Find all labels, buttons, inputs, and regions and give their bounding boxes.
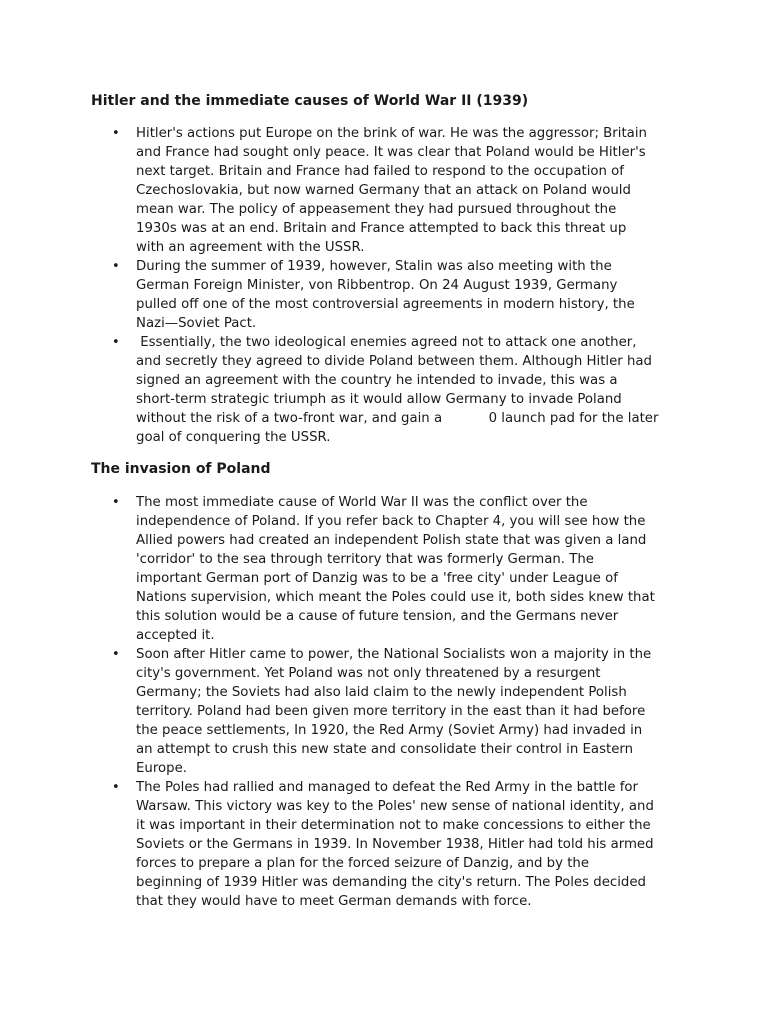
list-item bbox=[0, 124, 681, 257]
text-line: territory. Poland had been given more territory in the east than it had before bbox=[136, 704, 646, 719]
text-line: the peace settlements, In 1920, the Red Army (Soviet Army) had invaded in bbox=[136, 723, 643, 738]
list-item bbox=[0, 645, 681, 778]
text-line: an attempt to crush this new state and consolidate their control in Eastern bbox=[136, 742, 634, 757]
text-line: Essentially, the two ideological enemies agreed not to attack one another, bbox=[136, 335, 637, 350]
list-item bbox=[0, 257, 681, 333]
causes-bullet-list bbox=[0, 124, 768, 447]
text-line: 'corridor' to the sea through territory that was formerly German. The bbox=[136, 552, 594, 567]
text-line: mean war. The policy of appeasement they had pursued throughout the bbox=[136, 202, 617, 217]
text-line: 1930s was at an end. Britain and France attempted to back this threat up bbox=[136, 221, 627, 236]
text-line: signed an agreement with the country he intended to invade, this was a bbox=[136, 373, 618, 388]
text-line: Soon after Hitler came to power, the National Socialists won a majority in the bbox=[136, 647, 652, 662]
text-line: city's government. Yet Poland was not only threatened by a resurgent bbox=[136, 666, 601, 681]
text-line: independence of Poland. If you refer back to Chapter 4, you will see how the bbox=[136, 514, 646, 529]
text-line: that they would have to meet German demands with force. bbox=[136, 894, 532, 909]
list-item bbox=[0, 493, 681, 645]
bullet-icon: • bbox=[112, 126, 120, 141]
text-line: important German port of Danzig was to be a 'free city' under League of bbox=[136, 571, 618, 586]
bullet-icon: • bbox=[112, 780, 120, 795]
section-heading-invasion: The invasion of Poland bbox=[91, 461, 271, 477]
text-line: next target. Britain and France had failed to respond to the occupation of bbox=[136, 164, 624, 179]
text-line: with an agreement with the USSR. bbox=[136, 240, 365, 255]
text-line: pulled off one of the most controversial agreements in modern history, the bbox=[136, 297, 635, 312]
text-line: accepted it. bbox=[136, 628, 215, 643]
invasion-bullet-list bbox=[0, 493, 768, 911]
section-heading-causes: Hitler and the immediate causes of World War II (1939) bbox=[91, 93, 529, 109]
text-line: Warsaw. This victory was key to the Poles' new sense of national identity, and bbox=[136, 799, 654, 814]
bullet-icon: • bbox=[112, 335, 120, 350]
text-line: The most immediate cause of World War II was the conflict over the bbox=[136, 495, 588, 510]
text-line: The Poles had rallied and managed to defeat the Red Army in the battle for bbox=[136, 780, 639, 795]
text-line: During the summer of 1939, however, Stalin was also meeting with the bbox=[136, 259, 612, 274]
text-line: goal of conquering the USSR. bbox=[136, 430, 331, 445]
text-line: Nations supervision, which meant the Poles could use it, both sides knew that bbox=[136, 590, 655, 605]
text-line: German Foreign Minister, von Ribbentrop. On 24 August 1939, Germany bbox=[136, 278, 618, 293]
text-line: and France had sought only peace. It was clear that Poland would be Hitler's bbox=[136, 145, 646, 160]
text-line: Soviets or the Germans in 1939. In November 1938, Hitler had told his armed bbox=[136, 837, 654, 852]
bullet-icon: • bbox=[112, 259, 120, 274]
text-line: Germany; the Soviets had also laid claim to the newly independent Polish bbox=[136, 685, 627, 700]
text-line: Allied powers had created an independent Polish state that was given a land bbox=[136, 533, 647, 548]
text-line: Hitler's actions put Europe on the brink of war. He was the aggressor; Britain bbox=[136, 126, 647, 141]
bullet-icon: • bbox=[112, 647, 120, 662]
text-line: this solution would be a cause of future tension, and the Germans never bbox=[136, 609, 619, 624]
list-item bbox=[0, 778, 681, 911]
text-line: Nazi—Soviet Pact. bbox=[136, 316, 257, 331]
bullet-icon: • bbox=[112, 495, 120, 510]
text-line: it was important in their determination not to make concessions to either the bbox=[136, 818, 651, 833]
text-line: beginning of 1939 Hitler was demanding the city's return. The Poles decided bbox=[136, 875, 646, 890]
list-item bbox=[0, 333, 681, 447]
text-line: without the risk of a two-front war, and gain a 0 launch pad for the later bbox=[136, 411, 659, 426]
text-line: forces to prepare a plan for the forced seizure of Danzig, and by the bbox=[136, 856, 590, 871]
text-line: short-term strategic triumph as it would allow Germany to invade Poland bbox=[136, 392, 622, 407]
text-line: Europe. bbox=[136, 761, 187, 776]
text-line: and secretly they agreed to divide Poland between them. Although Hitler had bbox=[136, 354, 653, 369]
text-line: Czechoslovakia, but now warned Germany that an attack on Poland would bbox=[136, 183, 631, 198]
